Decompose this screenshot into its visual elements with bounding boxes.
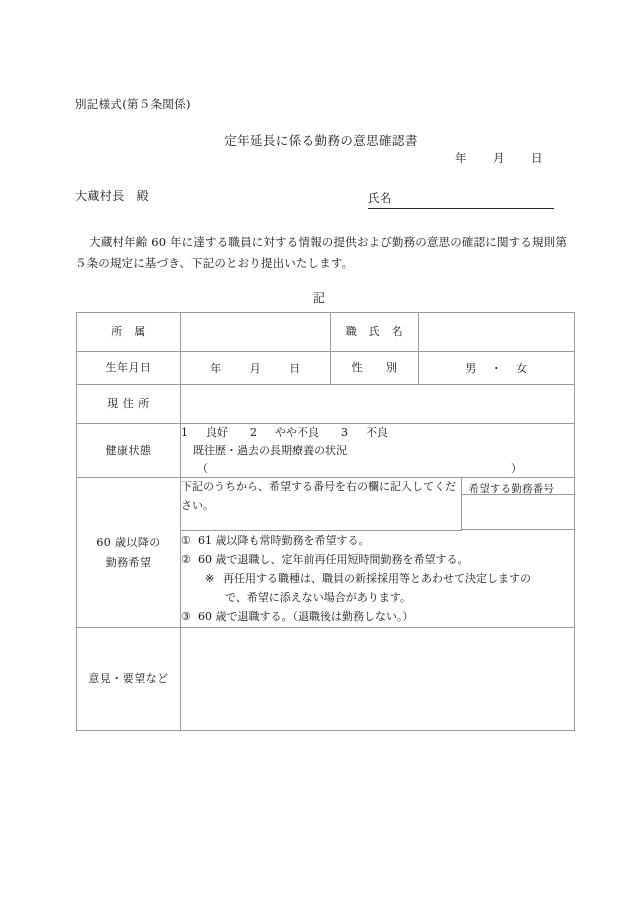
birthdate-year-label: 年 [210,362,222,375]
address-value[interactable] [181,385,575,424]
table-row-health [77,424,575,478]
health-value[interactable] [181,424,575,478]
work-wish-options-row [181,530,575,626]
table-row-address [77,385,575,424]
work-wish-option-2[interactable] [181,550,575,569]
table-row-work-wish [77,478,575,627]
opinion-label [77,627,181,730]
work-wish-note-line2: で、希望に添えない場合があります。 [225,591,411,605]
work-wish-option-2-number: ② [181,553,191,567]
health-option-2-text[interactable]: やや不良 [275,426,319,439]
opinion-label-text: 意見・要望など [88,671,169,685]
gender-option-female[interactable]: 女 [516,362,528,375]
document-title: 定年延長に係る勤務の意思確認書 [224,133,418,148]
address-label-text: 現 住 所 [107,397,150,411]
opinion-value[interactable] [181,627,575,730]
title-name-value[interactable] [419,313,575,352]
birthdate-value[interactable] [181,352,331,385]
name-field-label: 氏名 [368,191,392,205]
affiliation-label-text: 所 属 [111,325,146,339]
application-form-table [76,312,575,731]
health-option-1-number: 1 [181,426,188,439]
work-wish-option-1-text: 61 歳以降も常時勤務を希望する。 [198,533,370,547]
work-wish-content [181,478,575,627]
work-wish-note-line1 [181,569,575,588]
table-row-birthdate [77,352,575,385]
gender-label-text: 性 別 [351,361,398,375]
gender-separator: ・ [490,362,503,375]
health-options-line [181,424,574,442]
date-month-label: 月 [493,151,505,165]
body-paragraph-text: 大蔵村年齢 60 年に達する職員に対する情報の提供および勤務の意思の確認に関する規則第５条の規定に基づき、下記のとおり提出いたします。 [75,235,567,271]
address-label [77,385,181,424]
work-wish-option-3-text: 60 歳で退職する。（退職後は勤務しない。） [198,610,414,624]
work-wish-number-block [461,478,575,530]
affiliation-label [77,313,181,352]
gender-option-male[interactable]: 男 [465,362,477,375]
addressee-line [75,187,149,204]
date-year-label: 年 [455,151,467,165]
table-row-affiliation [77,313,575,352]
date-day-label: 日 [531,151,543,165]
birthdate-month-label: 月 [249,362,262,375]
health-label-text: 健康状態 [105,443,152,457]
health-paren-open: （ [197,461,208,475]
work-wish-inner-table [181,478,575,626]
health-option-1-text[interactable]: 良好 [206,426,228,439]
health-option-2-number: 2 [250,426,257,439]
table-row-opinion [77,627,575,730]
work-wish-number-header: 希望する勤務番号 [462,478,576,495]
work-wish-option-1[interactable] [181,531,575,550]
health-history-entry[interactable] [181,460,574,478]
work-wish-note-text1: 再任用する職種は、職員の新採採用等とあわせて決定しますの [223,572,531,586]
gender-label [331,352,419,385]
birthdate-label-text: 生年月日 [105,361,152,375]
birthdate-label [77,352,181,385]
health-option-3-number: 3 [341,426,348,439]
birthdate-day-label: 日 [289,362,301,375]
work-wish-options [181,530,575,626]
work-wish-instruction-row [181,478,575,530]
work-wish-option-1-number: ① [181,533,191,547]
form-code: 別記様式(第５条関係) [75,97,191,111]
work-wish-label-line2: 勤務希望 [105,555,152,569]
addressee-name: 大蔵村長 [75,189,125,203]
name-field[interactable] [368,190,554,209]
affiliation-value[interactable] [181,313,331,352]
title-name-label-text: 職 氏 名 [345,325,404,339]
gender-value[interactable] [419,352,575,385]
note-mark-icon: ※ [205,572,215,586]
work-wish-option-3-number: ③ [181,610,191,624]
work-wish-label-line1: 60 歳以降の [96,535,161,549]
work-wish-option-3[interactable] [181,607,575,626]
title-name-label [331,313,419,352]
work-wish-number-input[interactable] [462,495,576,530]
work-wish-label [77,478,181,627]
health-paren-close: ） [511,461,522,475]
health-history-label: 既往歴・過去の長期療養の状況 [193,443,347,457]
addressee-honorific: 殿 [136,189,150,203]
work-wish-instruction: 下記のうちから、希望する番号を右の欄に記入してください。 [181,478,461,530]
health-label [77,424,181,478]
work-wish-option-2-text: 60 歳で退職し、定年前再任用短時間勤務を希望する。 [198,553,469,567]
health-option-3-text[interactable]: 不良 [366,426,388,439]
date-entry-line [455,150,543,166]
body-paragraph [75,232,567,275]
ki-heading: 記 [312,291,325,305]
